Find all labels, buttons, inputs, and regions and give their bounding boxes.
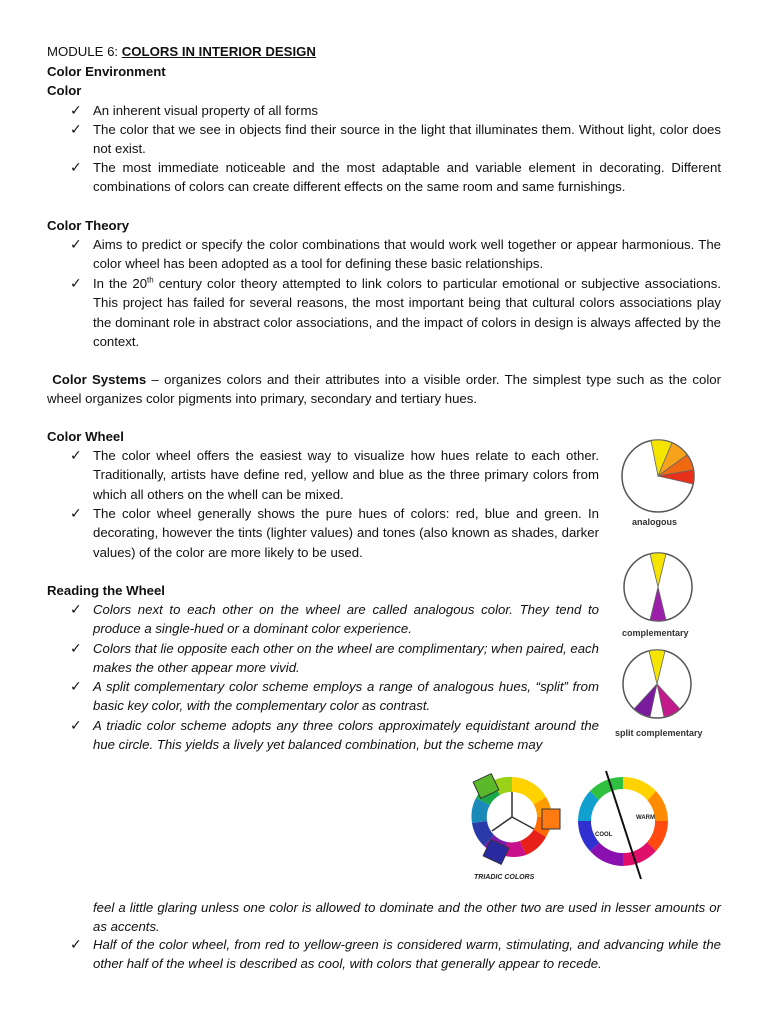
env-heading: Color Environment <box>47 64 166 79</box>
reading-item: Colors next to each other on the wheel are called analogous color. They tend to produce a single-hued or a dominant color experience. <box>93 602 599 637</box>
wheel-heading: Color Wheel <box>47 429 124 444</box>
systems-paragraph <box>47 370 721 409</box>
split-complementary-wheel-figure <box>612 647 722 742</box>
module-name: COLORS IN INTERIOR DESIGN <box>121 44 316 59</box>
reading-item: A split complementary color scheme employs a range of analogous hues, “split” from basic key color, with the complementary color as contrast. <box>93 679 599 714</box>
theory-item-sup: th <box>147 275 154 285</box>
module-prefix: MODULE 6: <box>47 44 122 59</box>
checkmark-icon: ✓ <box>70 275 82 291</box>
theory-heading: Color Theory <box>47 218 130 233</box>
checkmark-icon: ✓ <box>70 640 82 656</box>
color-item: The color that we see in objects find their source in the light that illuminates them. Without light, color does not exist. <box>93 122 721 157</box>
checkmark-icon: ✓ <box>70 159 82 175</box>
theory-item: Aims to predict or specify the color combinations that would work well together or appear harmonious. The color wheel has been adopted as a tool for defining these basic relationships. <box>93 237 721 272</box>
wheel-item: The color wheel generally shows the pure hues of colors: red, blue and green. In decorating, however the tints (lighter values) and tones (also known as shades, darker values) of the color are more likely to be used. <box>93 506 599 560</box>
temperature-wheel <box>578 771 668 879</box>
color-heading: Color <box>47 83 82 98</box>
split-complementary-label: split complementary <box>615 728 703 738</box>
reading-item: Colors that lie opposite each other on the wheel are complimentary; when paired, each makes the other appear more vivid. <box>93 641 599 676</box>
checkmark-icon: ✓ <box>70 601 82 617</box>
checkmark-icon: ✓ <box>70 936 82 952</box>
reading-heading: Reading the Wheel <box>47 583 165 598</box>
analogous-wheel-figure <box>612 436 712 536</box>
wheel-item: The color wheel offers the easiest way to visualize how hues relate to each other. Traditionally, artists have define red, yellow and blue as the three primary colors from which all others on the whell can be mixed. <box>93 448 599 502</box>
continued-text: feel a little glaring unless one color is allowed to dominate and the other two are used in lesser amounts or as accents. <box>93 900 721 935</box>
triadic-and-temperature-figure <box>460 765 700 887</box>
color-item: The most immediate noticeable and the most adaptable and variable element in decorating. Different combinations of colors can create different effects on the same room and same furnishings. <box>93 160 721 195</box>
triadic-label: TRIADIC COLORS <box>474 874 535 881</box>
last-item: Half of the color wheel, from red to yellow-green is considered warm, stimulating, and advancing while the other half of the wheel is described as cool, with colors that generally appear to recede. <box>93 937 721 972</box>
warm-label: WARM <box>636 815 655 821</box>
complementary-wheel-figure <box>612 550 712 645</box>
checkmark-icon: ✓ <box>70 102 82 118</box>
systems-text: – organizes colors and their attributes into a visible order. The simplest type such as the color wheel organizes color pigments into primary, secondary and tertiary hues. <box>47 372 721 407</box>
checkmark-icon: ✓ <box>70 678 82 694</box>
checkmark-icon: ✓ <box>70 505 82 521</box>
checkmark-icon: ✓ <box>70 717 82 733</box>
color-item: An inherent visual property of all forms <box>93 103 319 118</box>
theory-item-pre: In the 20 <box>93 276 148 291</box>
analogous-label: analogous <box>632 517 678 527</box>
systems-term: Color Systems <box>52 372 147 387</box>
complementary-label: complementary <box>622 628 689 638</box>
checkmark-icon: ✓ <box>70 121 82 137</box>
cool-label: COOL <box>595 832 613 838</box>
triadic-wheel <box>471 774 560 865</box>
checkmark-icon: ✓ <box>70 236 82 252</box>
module-title <box>47 44 316 60</box>
theory-item-post: century color theory attempted to link colors to particular emotional or subjective associations. This project has failed for several reasons, the most important being that cultural colors associations play the dominant role in abstract color associations, and the impact of colors in design is always affected by the context. <box>93 276 721 349</box>
reading-item: A triadic color scheme adopts any three colors approximately equidistant around the hue circle. This yields a lively yet balanced combination, but the scheme may <box>93 718 599 753</box>
checkmark-icon: ✓ <box>70 447 82 463</box>
theory-item <box>93 274 721 351</box>
